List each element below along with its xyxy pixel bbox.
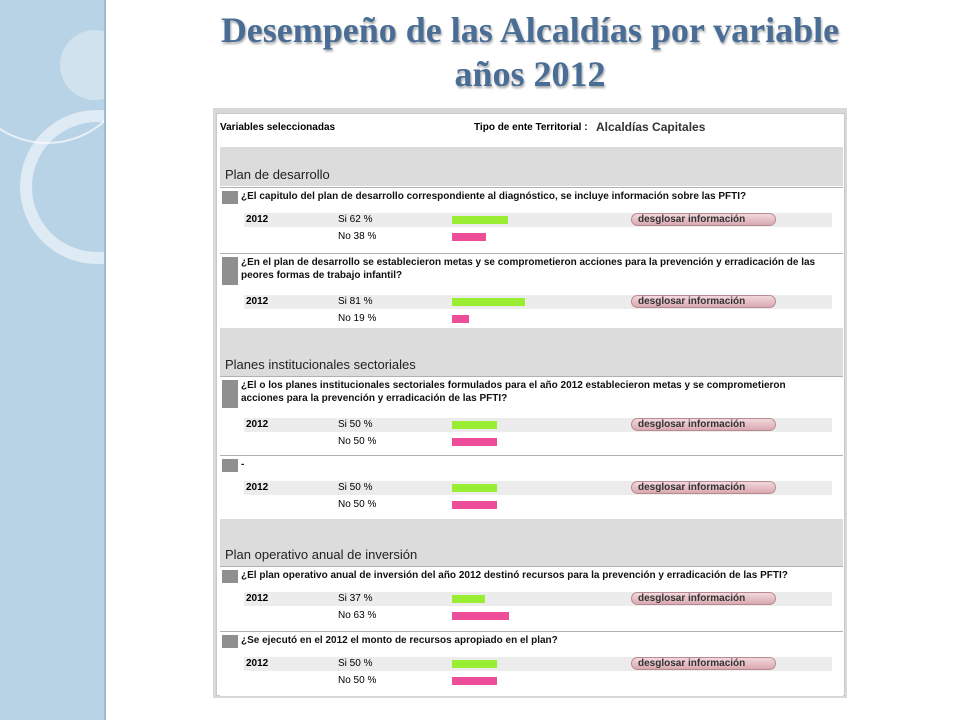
yes-bar	[452, 660, 497, 668]
question-block	[220, 376, 843, 456]
slide-title	[110, 8, 950, 96]
desglosar-button[interactable]: desglosar información	[631, 295, 776, 308]
yes-percent-label: Si 62 %	[338, 214, 373, 225]
year-label: 2012	[246, 482, 269, 493]
desglosar-button[interactable]: desglosar información	[631, 213, 776, 226]
slide-title-line1: Desempeño de las Alcaldías por variable	[220, 10, 840, 50]
question-block	[220, 566, 843, 632]
question-text: ¿El o los planes institucionales sectoriales formulados para el año 2012 establecieron metas y se comprometieron acciones para la prevención y erradicación de las PFTI?	[241, 380, 786, 404]
question-text: -	[241, 459, 245, 470]
year-label: 2012	[246, 593, 269, 604]
section-header	[220, 328, 843, 376]
sidebar-edge	[104, 0, 106, 720]
no-percent-label: No 38 %	[338, 231, 377, 242]
question-text: ¿El capitulo del plan de desarrollo correspondiente al diagnóstico, se incluye información sobre las PFTI?	[241, 191, 747, 202]
question-marker-icon	[222, 635, 238, 648]
no-bar	[452, 612, 509, 620]
no-percent-label: No 50 %	[338, 436, 377, 447]
question-text: ¿El plan operativo anual de inversión del año 2012 destinó recursos para la prevención y erradicación de las PFTI?	[241, 570, 788, 581]
no-percent-label: No 50 %	[338, 499, 377, 510]
no-percent-label: No 19 %	[338, 313, 377, 324]
no-bar	[452, 233, 486, 241]
yes-percent-label: Si 81 %	[338, 296, 373, 307]
desglosar-button[interactable]: desglosar información	[631, 592, 776, 605]
section-title: Plan operativo anual de inversión	[225, 547, 418, 562]
yes-percent-label: Si 37 %	[338, 593, 373, 604]
yes-bar	[452, 484, 497, 492]
answer-row-yes	[244, 481, 832, 495]
yes-bar	[452, 216, 508, 224]
results-panel	[216, 113, 845, 696]
yes-percent-label: Si 50 %	[338, 419, 373, 430]
no-bar	[452, 315, 469, 323]
question-marker-icon	[222, 191, 238, 204]
year-label: 2012	[246, 296, 269, 307]
question-marker-icon	[222, 459, 238, 472]
no-percent-label: No 63 %	[338, 610, 377, 621]
no-bar	[452, 438, 497, 446]
year-label: 2012	[246, 419, 269, 430]
slide-sidebar-decoration	[0, 0, 106, 720]
yes-bar	[452, 298, 525, 306]
variables-selected-label: Variables seleccionadas	[220, 122, 336, 133]
answer-row-no	[244, 674, 832, 688]
question-text: ¿Se ejecutó en el 2012 el monto de recursos apropiado en el plan?	[241, 635, 558, 646]
answer-row-no	[244, 498, 832, 512]
answer-row-yes	[244, 213, 832, 227]
yes-bar	[452, 421, 497, 429]
yes-percent-label: Si 50 %	[338, 658, 373, 669]
question-marker-icon	[222, 570, 238, 583]
question-block	[220, 187, 843, 254]
yes-bar	[452, 595, 485, 603]
answer-row-yes	[244, 592, 832, 606]
slide-title-line2: años 2012	[454, 54, 606, 94]
yes-percent-label: Si 50 %	[338, 482, 373, 493]
question-block	[220, 631, 843, 696]
desglosar-button[interactable]: desglosar información	[631, 418, 776, 431]
section-title: Plan de desarrollo	[225, 167, 330, 182]
question-marker-icon	[222, 380, 238, 408]
answer-row-no	[244, 230, 832, 244]
answer-row-yes	[244, 418, 832, 432]
question-block	[220, 253, 843, 329]
section-title: Planes institucionales sectoriales	[225, 357, 416, 372]
desglosar-button[interactable]: desglosar información	[631, 481, 776, 494]
no-bar	[452, 501, 497, 509]
tipo-ente-value: Alcaldías Capitales	[596, 120, 706, 134]
question-text: ¿En el plan de desarrollo se establecieron metas y se comprometieron acciones para la prevención y erradicación de las peores formas de trabajo infantil?	[241, 257, 816, 281]
answer-row-yes	[244, 295, 832, 309]
section-header	[220, 519, 843, 566]
answer-row-yes	[244, 657, 832, 671]
question-marker-icon	[222, 257, 238, 285]
section-header	[220, 147, 843, 186]
desglosar-button[interactable]: desglosar información	[631, 657, 776, 670]
tipo-ente-label: Tipo de ente Territorial :	[474, 122, 588, 133]
year-label: 2012	[246, 214, 269, 225]
answer-row-no	[244, 312, 832, 326]
answer-row-no	[244, 435, 832, 449]
answer-row-no	[244, 609, 832, 623]
year-label: 2012	[246, 658, 269, 669]
no-bar	[452, 677, 497, 685]
question-block	[220, 455, 843, 520]
no-percent-label: No 50 %	[338, 675, 377, 686]
